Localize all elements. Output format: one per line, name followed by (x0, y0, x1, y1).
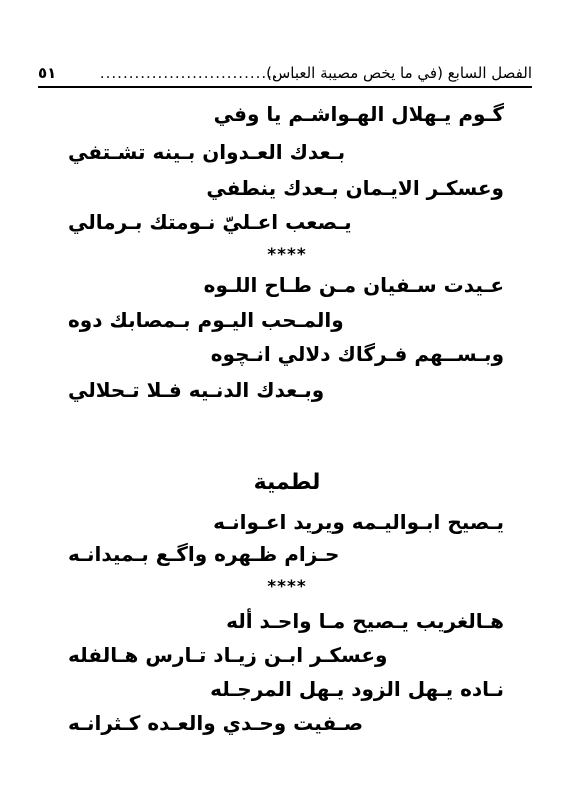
verse-line: يـصيح ابـواليـمه ويريد اعـوانـه (213, 510, 504, 534)
verse-line: عـيدت سـفيان مـن طـاح اللـوه (203, 273, 504, 297)
verse-line: وبـســهم فـرگاك دلالي انـچوه (210, 342, 504, 366)
verse-line: گـوم يـهلال الهـواشـم يا وفي (213, 102, 504, 126)
verse-line: بـعدك العـدوان بـينه تشـتفي (68, 140, 346, 164)
verse-line: هـالغريب يـصيح مـا واحـد أله (226, 609, 504, 633)
running-header (38, 62, 532, 84)
stanza-separator: **** (267, 245, 307, 265)
header-rule (38, 86, 532, 88)
verse-line: حـزام ظـهره واگـع بـميدانـه (68, 542, 340, 566)
stanza-separator: **** (267, 577, 307, 597)
verse-line: وعسكـر ابـن زيـاد تـارس هـالفله (68, 643, 388, 667)
chapter-title: الفصل السابع (في ما يخص مصيبة العباس) (266, 64, 532, 82)
leader-dots: .................................. (99, 64, 296, 82)
section-title: لطمية (253, 470, 321, 495)
verse-line: والمـحب اليـوم بـمصابك دوه (68, 308, 344, 332)
verse-line: وبـعدك الدنـيه فـلا تـحلالي (68, 378, 325, 402)
verse-line: نـاده يـهل الزود يـهل المرجـله (210, 677, 504, 701)
verse-line: يـصعب اعـليّ نـومتك بـرمالي (68, 210, 352, 234)
verse-line: وعسكـر الايـمان بـعدك ينطفي (206, 176, 504, 200)
page-number: ٥١ (38, 64, 57, 82)
verse-line: صـفيت وحـدي والعـده كـثرانـه (68, 711, 364, 735)
